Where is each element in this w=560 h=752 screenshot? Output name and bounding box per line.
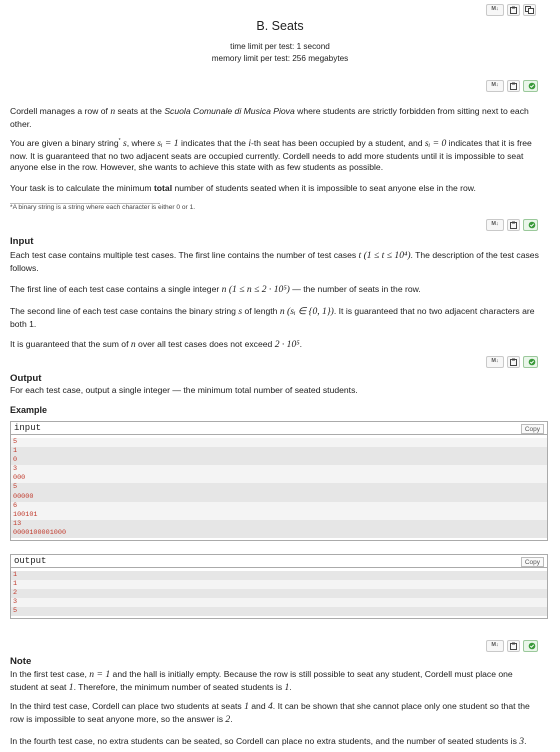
check-icon[interactable] <box>523 640 538 652</box>
statement-paragraph-1: Cordell manages a row of n seats at the Scuola Comunale di Musica Piova where students are strictly forbidden from sitting next to each other. <box>10 106 529 129</box>
note-paragraph-2: In the third test case, Cordell can place two students at seats 1 and 4. It can be shown that she cannot place only one student so that the row is impossible to seat anyone more, so the answer is 2. <box>10 701 530 725</box>
check-icon[interactable] <box>523 219 538 231</box>
example-input-box <box>10 421 548 541</box>
footnote: *A binary string is a string where each character is either 0 or 1. <box>10 204 196 211</box>
example-line: 00000 <box>11 493 547 502</box>
input-toolbar <box>486 219 538 231</box>
note-heading: Note <box>10 656 32 667</box>
markdown-button[interactable]: M↓ <box>486 4 504 16</box>
note-toolbar <box>486 640 538 652</box>
example-line: 5 <box>11 607 547 616</box>
copy-icon[interactable] <box>507 4 520 16</box>
copy-output-button[interactable]: Copy <box>521 557 544 567</box>
copy-icon[interactable] <box>507 640 520 652</box>
example-input-title: input <box>14 423 42 433</box>
example-output-title: output <box>14 556 47 566</box>
copy-input-button[interactable]: Copy <box>521 424 544 434</box>
problem-title: B. Seats <box>256 19 304 33</box>
copy-icon[interactable] <box>507 356 520 368</box>
example-line: 6 <box>11 502 547 511</box>
translate-icon[interactable] <box>523 4 536 16</box>
statement-paragraph-2: You are given a binary string* s, where sᵢ = 1 indicates that the i-th seat has been occupied by a student, and sᵢ = 0 indicates that it is free now. It is guaranteed that no two adjacent seats are occupied currently. Cordell needs to add more students until it is impossible to seat anyone else in the row. However, she wants to achieve this state with as few students as possible. <box>10 138 532 172</box>
input-paragraph-4: It is guaranteed that the sum of n over all test cases does not exceed 2 · 10⁵. <box>10 339 302 350</box>
input-heading: Input <box>10 236 34 247</box>
example-line: 1 <box>11 447 547 456</box>
example-line: 2 <box>11 589 547 598</box>
example-line: 000 <box>11 474 547 483</box>
markdown-button[interactable]: M↓ <box>486 640 504 652</box>
statement-paragraph-3: Your task is to calculate the minimum total number of students seated when it is impossible to seat anyone else in the row. <box>10 183 476 193</box>
example-input-header <box>11 422 547 435</box>
example-label: Example <box>10 405 48 415</box>
example-line: 5 <box>11 438 547 447</box>
copy-icon[interactable] <box>507 219 520 231</box>
markdown-button[interactable]: M↓ <box>486 219 504 231</box>
note-paragraph-3: In the fourth test case, no extra students can be seated, so Cordell can place no extra students, and the number of seated students is 3. <box>10 736 527 747</box>
example-line: 1 <box>11 571 547 580</box>
output-toolbar <box>486 356 538 368</box>
example-line: 1 <box>11 580 547 589</box>
example-input-lines <box>11 435 547 540</box>
input-paragraph-3: The second line of each test case contains the binary string s of length n (sᵢ ∈ {0, 1}). It is guaranteed that no two adjacent characters are both 1. <box>10 306 535 329</box>
example-output-lines <box>11 568 547 618</box>
output-heading: Output <box>10 373 42 384</box>
markdown-button[interactable]: M↓ <box>486 356 504 368</box>
output-text: For each test case, output a single integer — the minimum total number of seated students. <box>10 385 358 395</box>
note-paragraph-1: In the first test case, n = 1 and the hall is initially empty. Because the row is still possible to seat any student, Cordell must place one student at seat 1. Therefore, the minimum number of seated students is 1. <box>10 669 513 693</box>
problem-limits <box>0 41 560 65</box>
example-line: 3 <box>11 465 547 474</box>
time-limit: time limit per test: 1 second <box>230 42 330 51</box>
input-paragraph-1: Each test case contains multiple test cases. The first line contains the number of test cases t (1 ≤ t ≤ 10⁴). The description of the test cases follows. <box>10 250 539 273</box>
statement-toolbar <box>486 80 538 92</box>
example-line: 3 <box>11 598 547 607</box>
input-paragraph-2: The first line of each test case contains a single integer n (1 ≤ n ≤ 2 · 10⁵) — the number of seats in the row. <box>10 284 421 295</box>
check-icon[interactable] <box>523 80 538 92</box>
example-line: 13 <box>11 520 547 529</box>
copy-icon[interactable] <box>507 80 520 92</box>
check-icon[interactable] <box>523 356 538 368</box>
example-output-box <box>10 554 548 619</box>
top-toolbar <box>486 4 536 16</box>
example-line: 5 <box>11 483 547 492</box>
example-line: 0 <box>11 456 547 465</box>
memory-limit: memory limit per test: 256 megabytes <box>211 53 349 63</box>
markdown-button[interactable]: M↓ <box>486 80 504 92</box>
example-output-header <box>11 555 547 568</box>
example-line: 100101 <box>11 511 547 520</box>
example-line: 0000100001000 <box>11 529 547 538</box>
